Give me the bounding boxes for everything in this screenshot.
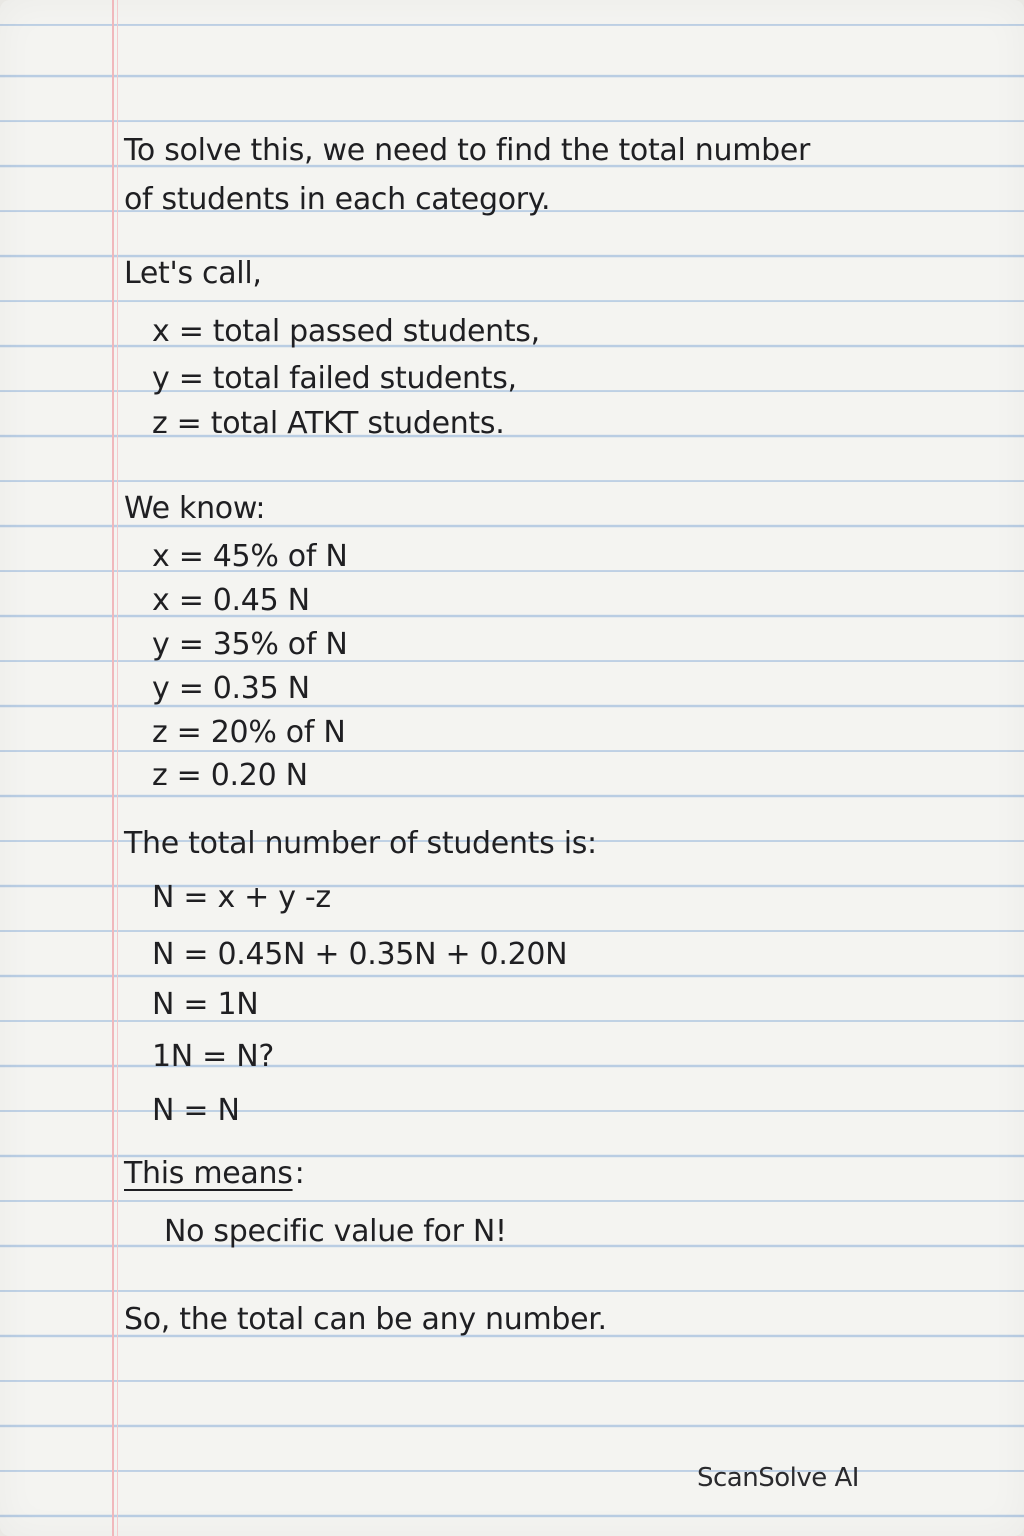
known-line: x = 0.45 N — [152, 583, 310, 618]
total-heading: The total number of students is: — [124, 826, 597, 861]
equation-line: N = 0.45N + 0.35N + 0.20N — [152, 937, 568, 972]
known-heading: We know: — [124, 491, 266, 526]
meaning-heading — [124, 1156, 304, 1191]
known-line: z = 20% of N — [152, 715, 346, 750]
meaning-statement: No specific value for N! — [164, 1214, 507, 1249]
equation-line: 1N = N? — [152, 1039, 275, 1074]
margin-line-inner — [117, 0, 118, 1536]
definition-x: x = total passed students, — [152, 314, 540, 349]
known-line: x = 45% of N — [152, 539, 348, 574]
margin-line — [112, 0, 114, 1536]
intro-line-1: To solve this, we need to find the total number — [124, 133, 811, 168]
intro-line-2: of students in each category. — [124, 182, 551, 217]
meaning-colon: : — [294, 1156, 305, 1191]
definitions-heading: Let's call, — [124, 256, 262, 291]
equation-line: N = 1N — [152, 987, 259, 1022]
brand-signature: ScanSolve AI — [697, 1463, 859, 1493]
known-line: y = 35% of N — [152, 627, 348, 662]
definition-z: z = total ATKT students. — [152, 406, 505, 441]
equation-line: N = N — [152, 1093, 240, 1128]
meaning-heading-text: This means — [124, 1156, 293, 1191]
conclusion: So, the total can be any number. — [124, 1302, 607, 1337]
definition-y: y = total failed students, — [152, 361, 517, 396]
known-line: y = 0.35 N — [152, 671, 310, 706]
equation-line: N = x + y -z — [152, 880, 331, 915]
known-line: z = 0.20 N — [152, 758, 308, 793]
